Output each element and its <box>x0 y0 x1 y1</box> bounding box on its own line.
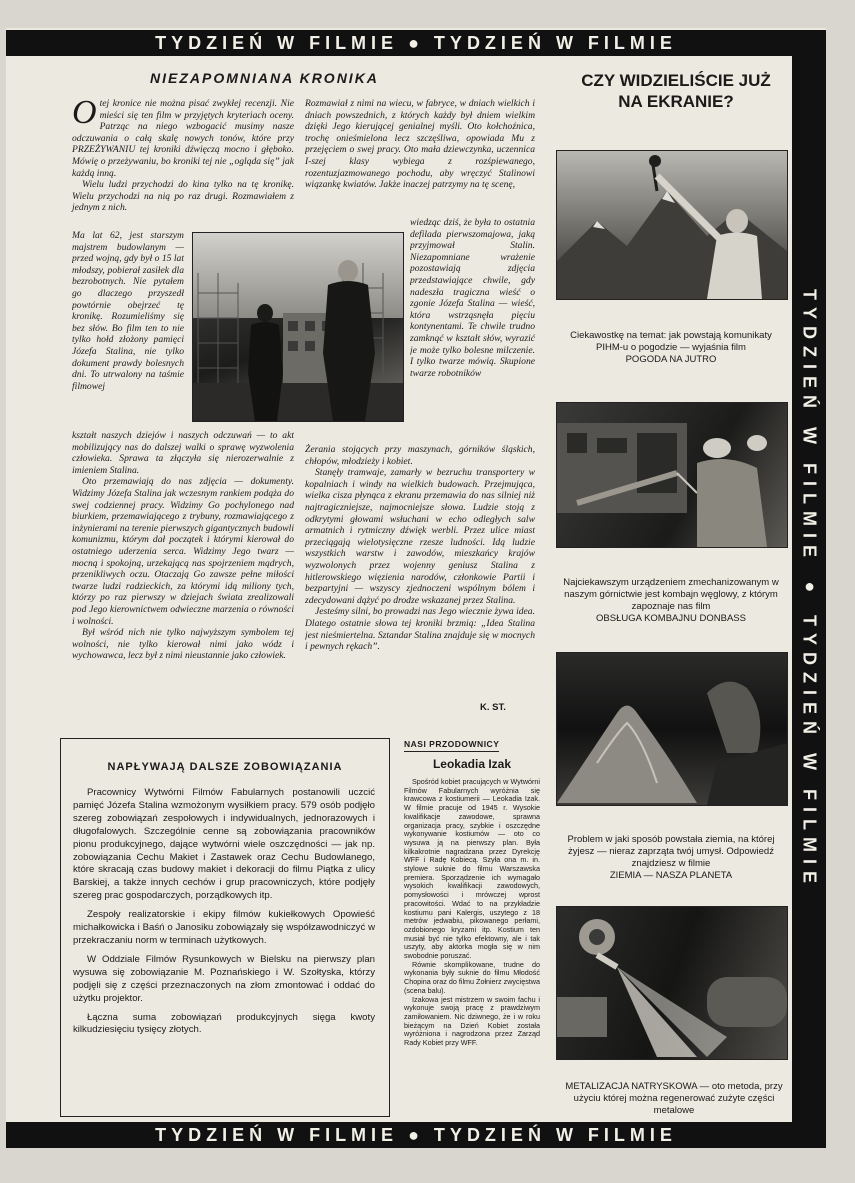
sidebar-caption-2 <box>556 577 786 625</box>
bottom-banner <box>6 1122 826 1148</box>
side-banner <box>792 56 826 1122</box>
sidebar-photo-spray-metallization <box>556 906 788 1060</box>
sidebar-title-line-2: NA EKRANIE? <box>618 92 734 111</box>
article-col1-beside-photo: Ma lat 62, jest starszym majstrem budowlanym — przed wojną, gdy był o 15 lat młodszy, pobierał zasiłek dla bezrobotnych. Nie pytałem go dlaczego przyszedł powtórnie obejrzeć tę kronikę. Rozumieliśmy się bez słów. Bo film ten to nie tylko hołd złożony pamięci Józefa Stalina, nie tylko dokument prawdy bolesnych dni. To utrwalony na taśmie filmowej <box>72 230 184 392</box>
commitments-paragraph-3: W Oddziale Filmów Rysunkowych w Bielsku na pierwszy plan wysuwa się zobowiązanie M. Poznańskiego i W. Szołtyska, którzy podjęli się z części przeznaczonych na złom zmontować i oddać do użytku projektor. <box>73 953 375 1004</box>
sidebar-caption-2-text: Najciekawszym urządzeniem zmechanizowanym w naszym górnictwie jest kombajn węglowy, z którym zapoznaje nas film <box>563 577 779 612</box>
commitments-paragraph-1: Pracownicy Wytwórni Filmów Fabularnych postanowili uczcić pamięć Józefa Stalina wzmożonym wysiłkiem pracy. 579 osób podjęło szereg zobowiązań zespołowych i indywidualnych, jednorazowych i długofalowych. Szczególnie cenne są zobowiązania pracowników pionu produkcyjnego, dające wytwórni wiele oszczędności — jak np. zobowiązania Cechu Makiet i Zastawek oraz Cechu Budowlanego, które skracają czas budowy makiet i dekoracji do filmu Piątka z ulicy Barskiej, a także innych cechów i grup pracowniczych, które podjęły szereg prac gospodarczych, porządkowych itp. <box>73 787 375 902</box>
sidebar-caption-3 <box>556 834 786 882</box>
mining-scene-illustration <box>557 403 787 547</box>
bottom-banner-text: TYDZIEŃ W FILMIE ● TYDZIEŃ W FILMIE <box>155 1124 677 1145</box>
sidebar-film-title-3: ZIEMIA — NASZA PLANETA <box>609 870 733 881</box>
commitments-title: NAPŁYWAJĄ DALSZE ZOBOWIĄZANIA <box>107 761 343 773</box>
sidebar-caption-1 <box>556 330 786 366</box>
sidebar-photo-mining <box>556 402 788 548</box>
side-banner-text: TYDZIEŃ W FILMIE ● TYDZIEŃ W FILMIE <box>799 288 820 890</box>
article-col1-bottom <box>72 430 294 720</box>
top-banner-text: TYDZIEŃ W FILMIE ● TYDZIEŃ W FILMIE <box>155 32 677 53</box>
sidebar-title <box>556 70 796 112</box>
sidebar-caption-4-text: METALIZACJA NATRYSKOWA — oto metoda, przy użyciu której można regenerować zużyte części metalowe <box>565 1081 783 1116</box>
commitments-body <box>73 787 375 1109</box>
profile-name: Leokadia Izak <box>432 757 512 771</box>
sidebar-film-title-1: POGODA NA JUTRO <box>625 354 717 365</box>
article-paragraph-6: Jesteśmy silni, bo prowadzi nas Jego wiecznie żywa idea. Dlatego ostatnie słowa tej kroniki brzmią: „Idea Stalina jest nieśmiertelna. Sztandar Stalina znajduje się w mocnych i pewnych rękach”. <box>305 606 535 653</box>
article-col2-continued: Żerania stojących przy maszynach, górników śląskich, chłopów, młodzieży i kobiet. <box>305 444 535 467</box>
sidebar-caption-3-text: Problem w jaki sposób powstała ziemia, na której żyjesz — nieraz zaprząta twój umysł. Odpowiedź znajdziesz w filmie <box>567 834 775 869</box>
article-col2-bottom <box>305 444 535 706</box>
spray-scene-illustration <box>557 907 787 1059</box>
profile-body <box>404 778 540 1114</box>
article-col1-top <box>72 94 294 214</box>
sidebar-photo-earth <box>556 652 788 806</box>
article-lead: tej kronice nie można pisać zwykłej recenzji. Nie mieści się ten film w przyjętych kryteriach oceny. Patrząc na niego wzbogacić musimy nasze odczuwania o całą skalę nowych tonów, które przy PRZEŻYWANIU tej kroniki dźwięczą mocno i głęboko. Mówię o przeżywaniu, bo kroniki tej nie „ogląda się” jak każdą inną. <box>72 98 294 179</box>
sidebar-title-line-1: CZY WIDZIELIŚCIE JUŻ <box>581 71 771 90</box>
sidebar-caption-1-text: Ciekawostkę na temat: jak powstają komunikaty PIHM-u o pogodzie — wyjaśnia film <box>570 330 772 353</box>
article-photo-construction-workers <box>192 232 404 422</box>
article-signature: K. ST. <box>480 702 506 713</box>
article-title: NIEZAPOMNIANA KRONIKA <box>150 70 379 86</box>
article-dropcap: O <box>72 94 97 131</box>
article-paragraph-3: Oto przemawiają do nas zdjęcia — dokumenty. Widzimy Józefa Stalina jak wczesnym rankiem podąża do swej codziennej pracy. Widzimy Go pochylonego nad biurkiem, przemawiającego z trybuny, rozmawiającego z inżynierami na terenie pierwszych gigantycznych budowli komunizmu, którym dał początek i którymi kierował do ostatniego uderzenia serca. Widzimy Jego twarz — mocną i spokojną, urzekającą nas spojrzeniem mądrych, przenikliwych oczu. Otaczają Go zawsze pełne miłości twarze ludzi radzieckich, za którymi idą miliony tych, którzy po raz pierwszy w dziejach świata zrealizowali pod Jego kierownictwem odwieczne marzenia o równości i wolności. <box>72 476 294 627</box>
commitments-box <box>60 738 390 1117</box>
commitments-paragraph-2: Zespoły realizatorskie i ekipy filmów kukiełkowych Opowieść michałkowicka i Baśń o Janosiku zobowiązały się współzawodniczyć w przekraczaniu norm w terminach użytkowych. <box>73 909 375 946</box>
top-banner <box>6 30 826 56</box>
weather-scene-illustration <box>557 151 787 299</box>
profile-section-label: NASI PRZODOWNICY <box>404 739 499 752</box>
article-col1-continued: kształt naszych dziejów i naszych odczuwań — to akt mobilizujący nas do dalszej walki o sprawę wyzwolenia człowieka. Sprawa ta złączyła się nierozerwalnie z imieniem Stalina. <box>72 430 294 476</box>
sidebar-film-title-2: OBSŁUGA KOMBAJNU DONBASS <box>596 613 746 624</box>
article-col2-top: Rozmawiał z nimi na wiecu, w fabryce, w dniach wielkich i dniach powszednich, z których każdy był dniem wielkim dzięki Jego kierującej genialnej myśli. Oto kołchoźnica, trochę onieśmielona lecz szczęśliwa, opowiada Mu z przejęciem o swej pracy. Oto mała dziewczynka, uczennica I-szej klasy wybiega z rozśpiewanego, rozentuzjazmowanego pochodu, aby wręczyć Stalinowi wiązankę kwiatów. Jakże inaczej patrzymy na tę scenę, <box>305 98 535 191</box>
article-paragraph-2: Wielu ludzi przychodzi do kina tylko na tę kronikę. Wielu przychodzi na nią po raz drugi. Rozmawiałem z jednym z nich. <box>72 179 294 214</box>
profile-paragraph-2: Równie skomplikowane, trudne do wykonania były suknie do filmu Młodość Chopina oraz do filmu Żołnierz zwycięstwa (scena balu). <box>404 959 540 995</box>
profile-paragraph-1: Spośród kobiet pracujących w Wytwórni Filmów Fabularnych wyróżnia się krawcowa z kostiumerii — Leokadia Izak. W filmie pracuje od 1945 r. Wysokie kwalifikacje zawodowe, sprawna organizacja pracy, szybkie i oszczędne wykonywanie kostiumów — oto co wysuwa ją na pierwszy plan. Była kilkakrotnie nagradzana przez Dyrekcję WFF i Radę Kobiecą. Szyła ona m. in. stylowe suknie do filmu Warszawska premiera. Sporządzenie ich wymagało wysokich kwalifikacji zawodowych, pomysłowości i mrówczej wprost pracowitości. Wdać to na przykładzie kostiumu pani Kalergis, uszytego z 18 metrów jedwabiu, pikowanego perłami, ozdobionego kryzami itp. Kostium ten musiał być nie tylko efektowny, ale i tak uszyty, aby aktorka mogła się w nim swobodnie poruszać. <box>404 778 540 961</box>
profile-paragraph-3: Izakowa jest mistrzem w swoim fachu i wykonuje swoją pracę z prawdziwym zamiłowaniem. Nic dziwnego, że i w roku bieżącym na Dzień Kobiet została wyróżniona i nagrodzona przez Zarząd Rady Kobiet przy WFF. <box>404 994 540 1048</box>
sidebar-photo-weather <box>556 150 788 300</box>
article-paragraph-4: Był wśród nich nie tylko najwyższym symbolem tej wolności, nie tylko kierował nimi jako wódz i wychowawca, lecz był z nimi nieustannie jako człowiek. <box>72 627 294 662</box>
construction-scene-illustration <box>193 233 403 421</box>
article-paragraph-5: Stanęły tramwaje, zamarły w bezruchu transportery w kopalniach i windy na wielkich budowach. Przejmująca, wielka cisza płynąca z ekranu przemawia do nas silniej niż najtragiczniejsze, najmocniejsze słowa. Ludzie stoją z odkrytymi głowami wsłuchani w echo odległych salw armatnich i rytmiczny dźwięk werbli. Przez ulice miast przeciągają wielotysięczne rzesze ludności. Idą ludzie wszystkich warstw i zawodów, mieszkańcy krajów wyzwolonych przez wojenny geniusz Stalina z hitlerowskiego więzienia narodów, członkowie Partii i bezpartyjni — wszyscy zjednoczeni wspólnym bólem i zdecydowani dążyć po drodze wskazanej przez Stalina. <box>305 467 535 606</box>
article-col2-beside-photo: wiedząc dziś, że była to ostatnia defilada pierwszomajowa, jaką przyjmował Stalin. Niezapomniane wrażenie pozostawiają zdjęcia przedstawiające chwile, gdy nadeszła tragiczna wieść o zgonie Józefa Stalina — wieść, która wstrząsnęła pięciu kontynentami. Te chwile trudno zamknąć w kształt słów, wyrazić je może tylko bolesne milczenie. I tylko twarze mówią. Skupione twarze robotników <box>410 217 535 379</box>
sidebar-caption-4 <box>556 1081 792 1117</box>
commitments-paragraph-4: Łączna suma zobowiązań produkcyjnych sięga kwoty kilkudziesięciu tysięcy złotych. <box>73 1011 375 1036</box>
earth-scene-illustration <box>557 653 787 805</box>
